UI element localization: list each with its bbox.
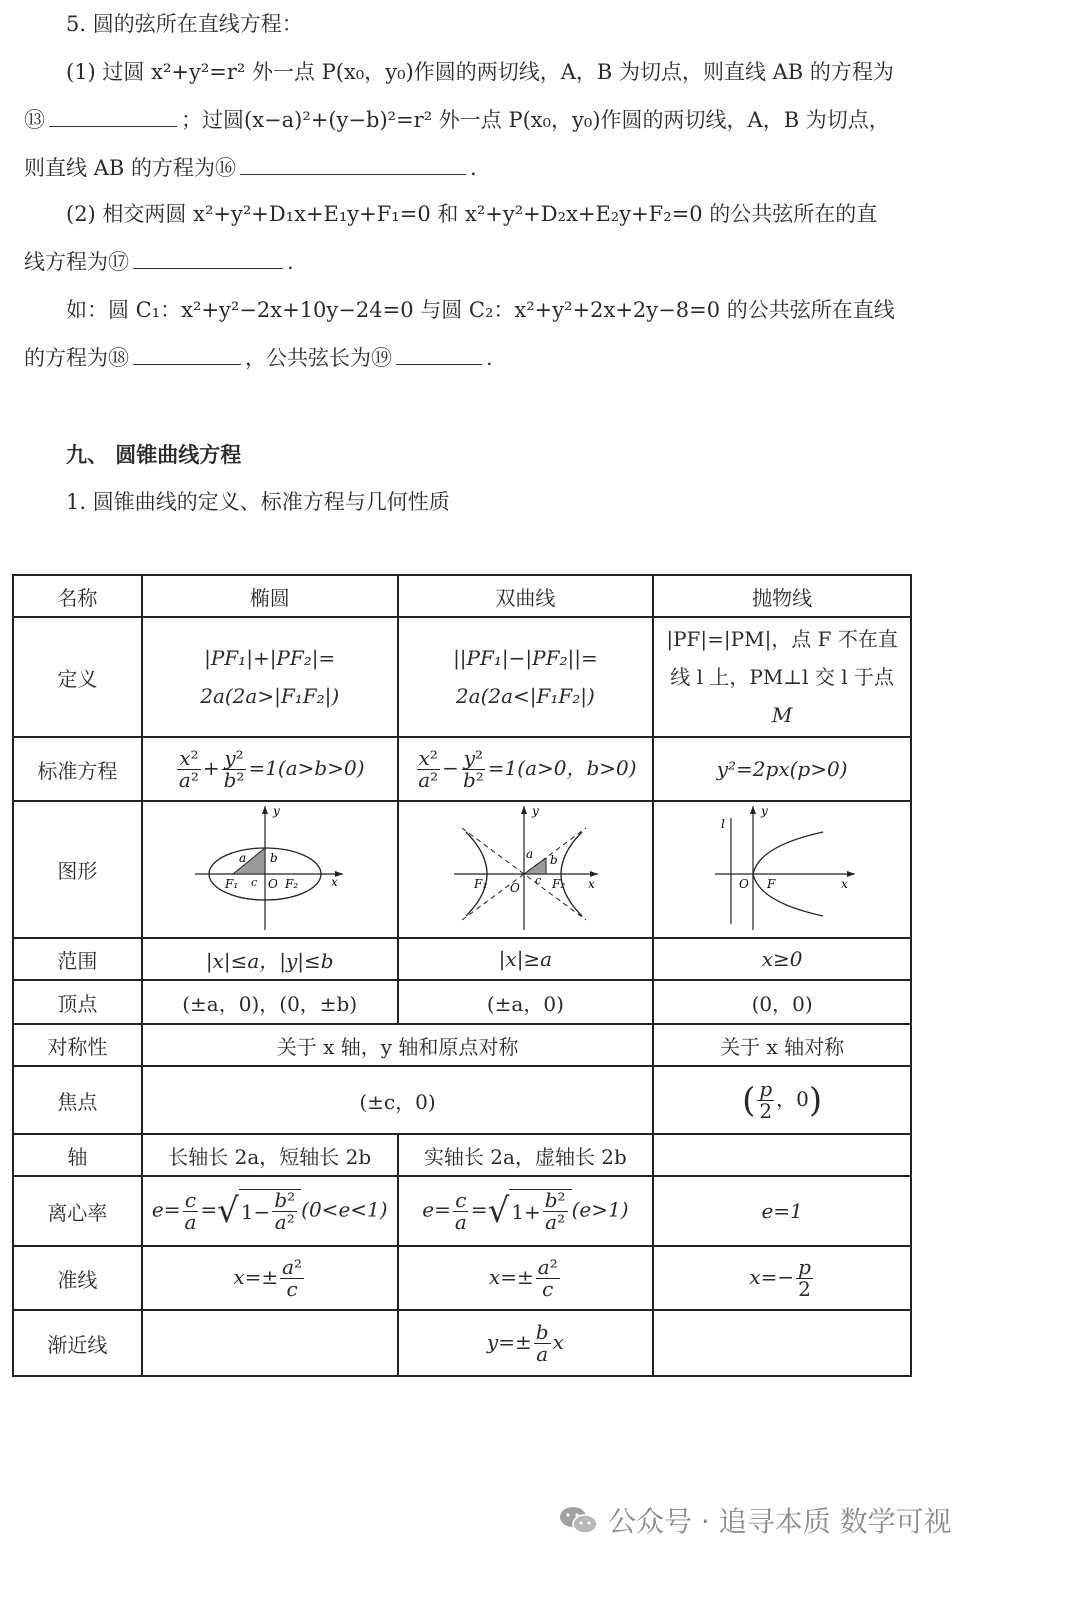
row-asymptote bbox=[13, 1310, 911, 1376]
svg-text:b: b bbox=[269, 851, 278, 865]
watermark bbox=[558, 1500, 952, 1540]
svg-text:b: b bbox=[550, 853, 559, 867]
row-label-axis: 轴 bbox=[13, 1134, 142, 1176]
focus-parabola: ( $\frac{p}{2}$ ，0) bbox=[653, 1066, 911, 1134]
def-parabola-line-2: 线 l 上，PM⊥l 交 l 于点 bbox=[670, 665, 894, 689]
conic-sections-table bbox=[12, 574, 912, 1377]
def-parabola bbox=[653, 617, 911, 737]
sqrt-hyperbola: √ 1+ $\frac{\text{b²}}{\text{a²}}$ bbox=[488, 1189, 572, 1233]
row-label-symmetry: 对称性 bbox=[13, 1024, 142, 1066]
svg-text:y: y bbox=[761, 804, 768, 818]
asymptote-hyperbola: y=± $\frac{b}{a}$ x bbox=[398, 1310, 654, 1376]
svg-text:F₂: F₂ bbox=[284, 877, 298, 891]
focus-ellipse-hyperbola-text: (±c，0) bbox=[359, 1089, 436, 1114]
directrix-hyperbola: x=± $\frac{\text{a²}}{c}$ bbox=[398, 1246, 654, 1310]
blank-13-marker: ⑬ bbox=[24, 108, 45, 132]
row-label-graph: 图形 bbox=[13, 801, 142, 938]
row-label-focus: 焦点 bbox=[13, 1066, 142, 1134]
ecc-hyperbola: e= $\frac{c}{a}$ = √ 1+ $\frac{\text{b²}}{\text{a²}}$ (e>1) bbox=[398, 1176, 654, 1246]
asymptote-ellipse bbox=[142, 1310, 398, 1376]
directrix-ellipse: x=± $\frac{\text{a²}}{c}$ bbox=[142, 1246, 398, 1310]
svg-text:F: F bbox=[767, 877, 776, 891]
axis-parabola bbox=[653, 1134, 911, 1176]
svg-text:F₁: F₁ bbox=[224, 877, 238, 891]
row-label-definition: 定义 bbox=[13, 617, 142, 737]
example-line-2-text-a: 的方程为⑱ bbox=[24, 346, 129, 370]
svg-text:x: x bbox=[841, 877, 848, 891]
svg-text:y: y bbox=[532, 804, 540, 818]
vertex-parabola bbox=[653, 980, 911, 1024]
range-hyperbola-text: |x|≥a bbox=[498, 947, 553, 971]
asymptote-hyperbola-text: y=± bbox=[486, 1329, 532, 1354]
ellipse-diagram bbox=[147, 802, 393, 932]
eq-hyperbola-cond: =1(a>0，b>0) bbox=[487, 755, 637, 780]
ecc-hyperbola-cond: (e>1) bbox=[571, 1197, 629, 1222]
svg-text:O: O bbox=[510, 881, 521, 895]
example-line-2-text-b: ，公共弦长为⑲ bbox=[245, 346, 392, 370]
eq-ellipse-cond: =1(a>b>0) bbox=[248, 755, 365, 780]
wechat-icon bbox=[558, 1505, 600, 1535]
watermark-text: 公众号 · 追寻本质 数学可视 bbox=[608, 1505, 952, 1538]
eq-ellipse: $\frac{\text{x²}}{\text{a²}}$ + $\frac{\text{y²}}{\text{b²}}$ =1(a>b>0) bbox=[142, 737, 398, 801]
row-label-range: 范围 bbox=[13, 938, 142, 980]
frac-y2-b2-h: $\frac{\text{y²}}{\text{b²}}$ bbox=[462, 745, 484, 792]
row-graph bbox=[13, 801, 911, 938]
svg-text:F₂: F₂ bbox=[552, 877, 566, 891]
frac-x2-a2: $\frac{\text{x²}}{\text{a²}}$ bbox=[178, 745, 199, 792]
directrix-ellipse-text: x=± bbox=[233, 1264, 279, 1289]
axis-ellipse: 长轴长 2a，短轴长 2b bbox=[142, 1134, 398, 1176]
sqrt-ellipse: √ 1− $\frac{\text{b²}}{\text{a²}}$ bbox=[217, 1189, 301, 1233]
def-ellipse bbox=[142, 617, 398, 737]
symmetry-parabola: 关于 x 轴对称 bbox=[653, 1024, 911, 1066]
svg-text:x: x bbox=[588, 877, 596, 891]
svg-text:y: y bbox=[272, 804, 280, 818]
row-label-standard-equation: 标准方程 bbox=[13, 737, 142, 801]
frac-y2-b2: $\frac{\text{y²}}{\text{b²}}$ bbox=[223, 745, 245, 792]
section-5-title: 5. 圆的弦所在直线方程： bbox=[66, 12, 303, 36]
focus-p: p bbox=[759, 1076, 773, 1101]
vertex-parabola-text: (0，0) bbox=[751, 991, 813, 1016]
svg-text:c: c bbox=[250, 876, 257, 889]
range-hyperbola bbox=[398, 938, 654, 980]
row-label-vertex: 顶点 bbox=[13, 980, 142, 1024]
def-parabola-line-1: |PF|=|PM|，点 F 不在直 bbox=[666, 627, 898, 651]
eq-hyperbola: $\frac{\text{x²}}{\text{a²}}$ − $\frac{\text{y²}}{\text{b²}}$ =1(a>0，b>0) bbox=[398, 737, 654, 801]
example-line-1: 如：圆 C₁：x²+y²−2x+10y−24=0 与圆 C₂：x²+y²+2x+2y−8=0 的公共弦所在直线 bbox=[66, 298, 895, 322]
row-range bbox=[13, 938, 911, 980]
svg-text:a: a bbox=[526, 847, 534, 861]
directrix-parabola-text: x=− bbox=[749, 1264, 795, 1289]
ecc-ellipse: e= $\frac{c}{a}$ = √ 1− $\frac{\text{b²}}{\text{a²}}$ (0<e<1) bbox=[142, 1176, 398, 1246]
def-ellipse-line-2: 2a(2a>|F₁F₂|) bbox=[200, 684, 340, 708]
blank-16 bbox=[240, 173, 466, 175]
subsection-1-title: 1. 圆锥曲线的定义、标准方程与几何性质 bbox=[66, 490, 450, 514]
vertex-hyperbola bbox=[398, 980, 654, 1024]
row-symmetry bbox=[13, 1024, 911, 1066]
row-directrix bbox=[13, 1246, 911, 1310]
eq-parabola-text: y²=2px(p>0) bbox=[716, 757, 848, 781]
svg-text:a: a bbox=[238, 851, 246, 865]
hyperbola-diagram bbox=[402, 802, 648, 932]
eq-parabola bbox=[653, 737, 911, 801]
header-name: 名称 bbox=[13, 575, 142, 617]
focus-ellipse-hyperbola bbox=[142, 1066, 653, 1134]
paragraph-1-line-1: (1) 过圆 x²+y²=r² 外一点 P(x₀，y₀)作圆的两切线，A，B 为切点，则直线 AB 的方程为 bbox=[66, 60, 894, 84]
row-axis bbox=[13, 1134, 911, 1176]
def-parabola-line-3: M bbox=[771, 703, 793, 727]
row-vertex bbox=[13, 980, 911, 1024]
symmetry-ellipse-hyperbola: 关于 x 轴，y 轴和原点对称 bbox=[142, 1024, 653, 1066]
ecc-parabola bbox=[653, 1176, 911, 1246]
svg-text:l: l bbox=[721, 817, 725, 831]
def-hyperbola-line-2: 2a(2a<|F₁F₂|) bbox=[455, 684, 595, 708]
header-parabola: 抛物线 bbox=[653, 575, 911, 617]
range-parabola-text: x≥0 bbox=[761, 947, 803, 971]
vertex-hyperbola-text: (±a，0) bbox=[486, 991, 564, 1016]
row-definition bbox=[13, 617, 911, 737]
blank-17 bbox=[133, 267, 283, 269]
blank-18 bbox=[133, 363, 241, 365]
svg-text:x: x bbox=[330, 875, 338, 889]
blank-19 bbox=[396, 363, 482, 365]
focus-0: 0 bbox=[796, 1086, 809, 1111]
graph-hyperbola bbox=[398, 801, 654, 938]
header-ellipse: 椭圆 bbox=[142, 575, 398, 617]
vertex-ellipse bbox=[142, 980, 398, 1024]
paragraph-2-line-2-text: 线方程为⑰ bbox=[24, 250, 129, 274]
row-label-asymptote: 渐近线 bbox=[13, 1310, 142, 1376]
range-ellipse-text: |x|≤a，|y|≤b bbox=[205, 948, 334, 973]
frac-x2-a2-h: $\frac{\text{x²}}{\text{a²}}$ bbox=[418, 745, 439, 792]
svg-text:c: c bbox=[535, 874, 542, 887]
asymptote-parabola bbox=[653, 1310, 911, 1376]
svg-text:F₁: F₁ bbox=[474, 877, 488, 891]
section-9-heading: 九、 圆锥曲线方程 bbox=[66, 442, 242, 467]
example-line-2: 的方程为⑱ ，公共弦长为⑲ . bbox=[24, 346, 493, 370]
svg-text:O: O bbox=[739, 877, 749, 891]
axis-hyperbola: 实轴长 2a，虚轴长 2b bbox=[398, 1134, 654, 1176]
range-parabola bbox=[653, 938, 911, 980]
paragraph-1-line-2-text: ；过圆(x−a)²+(y−b)²=r² 外一点 P(x₀，y₀)作圆的两切线，A，B 为切点， bbox=[181, 108, 890, 132]
row-label-eccentricity: 离心率 bbox=[13, 1176, 142, 1246]
def-hyperbola bbox=[398, 617, 654, 737]
focus-2: 2 bbox=[759, 1098, 773, 1123]
paragraph-2-line-2: 线方程为⑰ . bbox=[24, 250, 294, 274]
directrix-parabola: x=− $\frac{p}{2}$ bbox=[653, 1246, 911, 1310]
ecc-ellipse-cond: (0<e<1) bbox=[301, 1197, 388, 1222]
graph-ellipse bbox=[142, 801, 398, 938]
ecc-parabola-text: e=1 bbox=[761, 1199, 803, 1223]
svg-text:O: O bbox=[267, 877, 278, 891]
row-eccentricity bbox=[13, 1176, 911, 1246]
frac-p-2-focus bbox=[757, 1076, 774, 1123]
graph-parabola bbox=[653, 801, 911, 938]
header-hyperbola: 双曲线 bbox=[398, 575, 654, 617]
directrix-hyperbola-text: x=± bbox=[489, 1264, 534, 1289]
def-ellipse-line-1: |PF₁|+|PF₂|= bbox=[204, 646, 336, 670]
paragraph-2-line-1: (2) 相交两圆 x²+y²+D₁x+E₁y+F₁=0 和 x²+y²+D₂x+E₂y+F₂=0 的公共弦所在的直 bbox=[66, 202, 878, 226]
row-standard-equation bbox=[13, 737, 911, 801]
paragraph-1-line-3: 则直线 AB 的方程为⑯ . bbox=[24, 156, 477, 180]
paragraph-1-line-3-text: 则直线 AB 的方程为⑯ bbox=[24, 156, 236, 180]
row-focus bbox=[13, 1066, 911, 1134]
vertex-ellipse-text: (±a，0)，(0，±b) bbox=[182, 991, 358, 1016]
def-hyperbola-line-1: ||PF₁|−|PF₂||= bbox=[453, 646, 598, 670]
range-ellipse bbox=[142, 938, 398, 980]
blank-13 bbox=[49, 125, 177, 127]
paragraph-1-line-2 bbox=[24, 108, 890, 133]
table-header-row bbox=[13, 575, 911, 617]
parabola-diagram bbox=[659, 802, 905, 932]
row-label-directrix: 准线 bbox=[13, 1246, 142, 1310]
